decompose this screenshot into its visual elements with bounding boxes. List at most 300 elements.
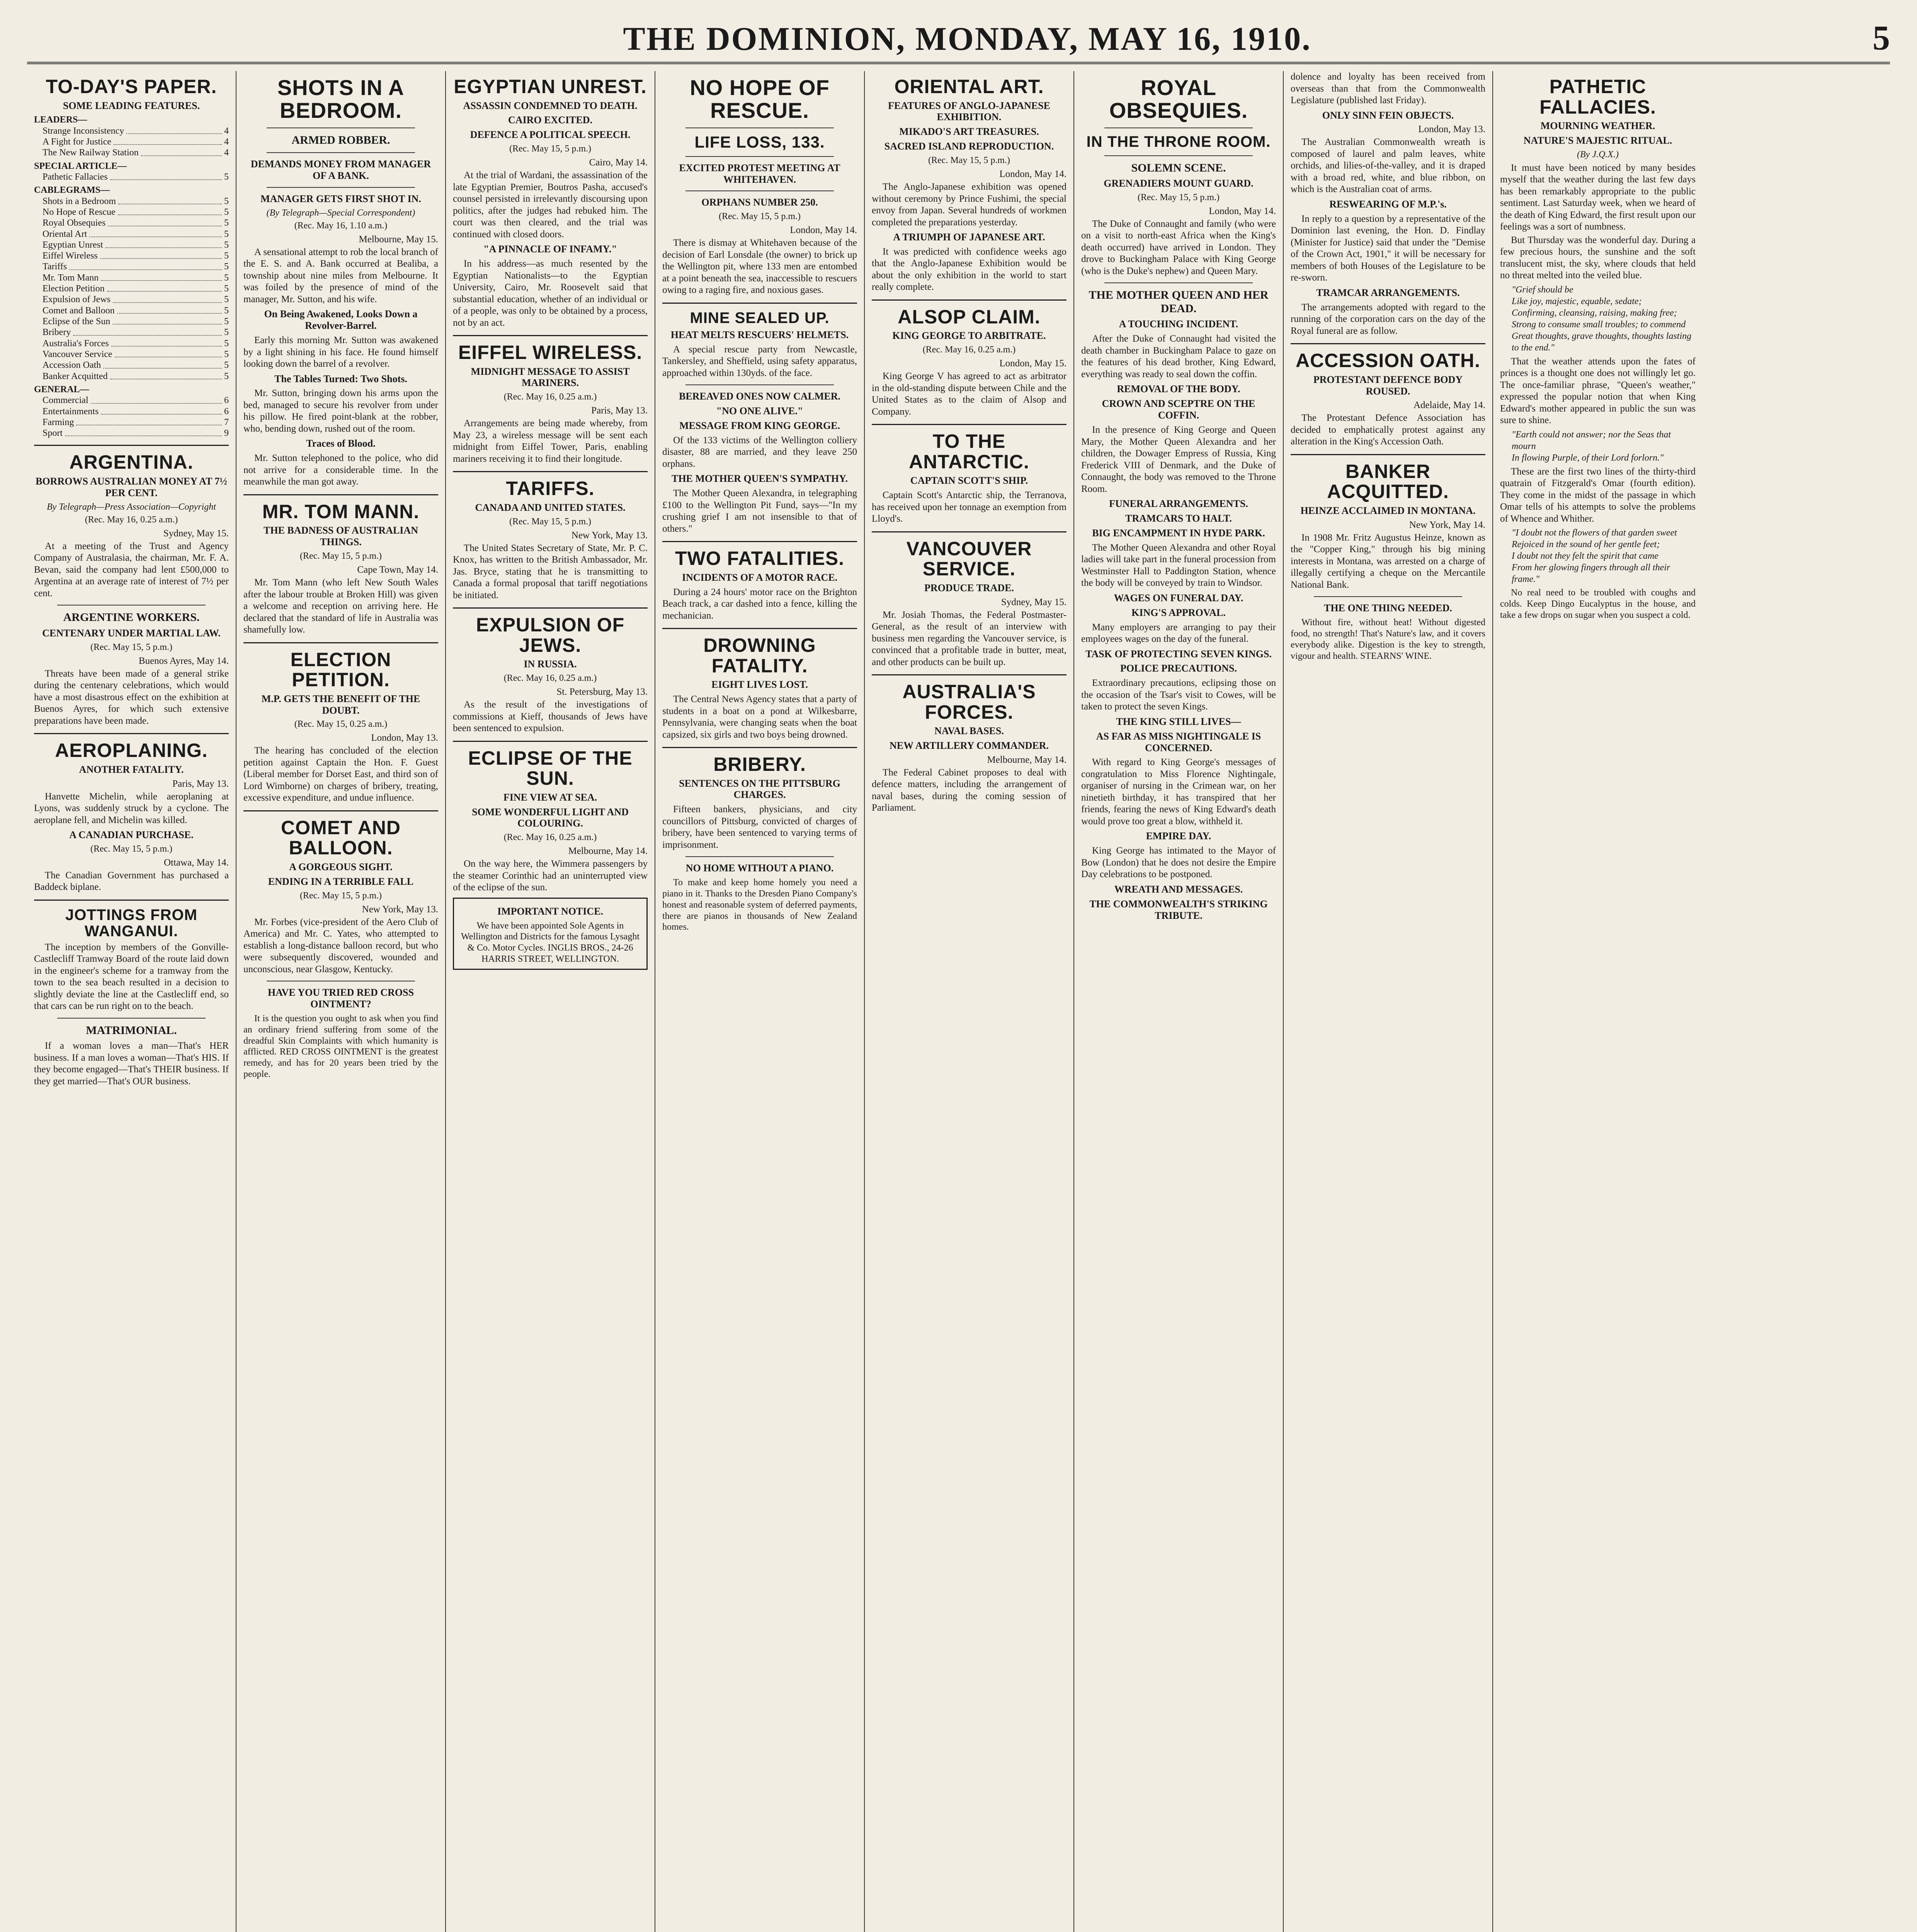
article-paragraph: At the trial of Wardani, the assassination of the late Egyptian Premier, Boutros Pasha, accused's counsel persisted in irrelevantly discoursing upon politics, after the judges had rebuked him. The court was then cleared, and the trial was continued with closed doors. (453, 170, 648, 240)
fatalities-heading: TWO FATALITIES. (675, 548, 845, 570)
aeroplaning-heading: AEROPLANING. (55, 740, 208, 762)
index-entry-page: 5 (224, 240, 229, 250)
index-entry[interactable] (34, 207, 229, 218)
egypt-subheading: DEFENCE A POLITICAL SPEECH. (470, 129, 631, 141)
obsequies-heading: ROYAL OBSEQUIES. (1109, 75, 1248, 122)
poem-line: Great thoughts, grave thoughts, thoughts lasting to the end." (1512, 331, 1692, 353)
matrimonial-text: If a woman loves a man—That's HER business. If a man loves a woman—That's HIS. If they become engaged—That's THEIR business. If they get married—That's OUR business. (34, 1041, 229, 1087)
mother-queen-subheading: A TOUCHING INCIDENT. (1119, 318, 1238, 330)
argentina-heading: ARGENTINA. (69, 451, 194, 473)
received-time: (Rec. May 15, 5 p.m.) (509, 144, 591, 154)
dateline-place: Paris, May 13. (591, 405, 648, 416)
index-entry-page: 5 (224, 196, 229, 206)
received-time: (Rec. May 15, 5 p.m.) (719, 211, 801, 222)
rescue-text: There is dismay at Whitehaven because of the decision of Earl Lonsdale (the owner) to brick up the Wellington pit, where 133 men are entombed at a point beneath the sea, inaccessible to rescuers owing to a raging fire, and noxious gases. (662, 238, 857, 296)
dateline-place: Melbourne, May 14. (568, 846, 648, 857)
drowning-heading: DROWNING FATALITY. (703, 634, 816, 677)
index-entry-label: Expulsion of Jews (43, 294, 111, 305)
accession-text: The Protestant Defence Association has decided to emphatically protest against any alteration in the King's Accession Oath. (1291, 413, 1485, 447)
kings-text: Extraordinary precautions, eclipsing those on the occasion of the Tsar's visit to Cowes, will be taken to protect the seven Kings. (1081, 678, 1276, 712)
fallacies-subheading: MOURNING WEATHER. (1540, 120, 1655, 131)
index-entry-page: 5 (224, 316, 229, 327)
bereaved-subheading: "NO ONE ALIVE." (716, 405, 803, 417)
dateline-place: Adelaide, May 14. (1413, 400, 1485, 411)
leader-dots (103, 360, 222, 368)
index-entry[interactable] (34, 360, 229, 371)
divider (267, 152, 415, 153)
drowning-subheading: EIGHT LIVES LOST. (711, 679, 808, 690)
notice-text: We have been appointed Sole Agents in Wellington and Districts for the famous Lysaght & Co. Motor Cycles. INGLIS BROS., 24-26 HARRIS STREET, WELLINGTON. (461, 920, 640, 964)
workers-text: Threats have been made of a general strike during the centenary celebrations, which would have a most disastrous effect on the exhibition at Buenos Ayres, for which such extensive preparations have been made. (34, 668, 229, 726)
index-entry[interactable] (34, 417, 229, 428)
index-entry-label: Farming (43, 417, 74, 427)
argentina-text: At a meeting of the Trust and Agency Company of Australasia, the chairman, Mr. F. A. Bevan, said the company had lent £500,000 to Argentina at an average rate of interest of 7½ per cent. (34, 541, 229, 599)
funeral-subheading: TRAMCARS TO HALT. (1125, 512, 1232, 524)
index-entry[interactable] (34, 136, 229, 147)
index-entry-page: 6 (224, 395, 229, 406)
poem-line: Confirming, cleansing, raising, making free; (1512, 308, 1677, 318)
divider (243, 494, 438, 495)
received-time: (Rec. May 15, 5 p.m.) (300, 890, 382, 901)
section-subheading: "A PINNACLE OF INFAMY." (483, 243, 617, 255)
received-time: (Rec. May 15, 5 p.m.) (928, 155, 1010, 166)
index-entry-page: 5 (224, 338, 229, 349)
index-entry[interactable] (34, 272, 229, 283)
divider (662, 628, 857, 629)
index-entry-label: Sport (43, 428, 63, 439)
jews-text: As the result of the investigations of commissions at Kieff, thousands of Jews have been sentenced to expulsion. (453, 699, 648, 734)
divider (243, 642, 438, 643)
mother-queen-text: After the Duke of Connaught had visited the death chamber in Buckingham Palace to gaze on the features of his dead brother, King Edward, everything was ready to seal down the coffin. (1081, 333, 1276, 379)
bereaved-subheading: MESSAGE FROM KING GEORGE. (679, 420, 840, 432)
section-subheading: Traces of Blood. (306, 438, 376, 449)
divider (685, 384, 834, 385)
tariffs-heading: TARIFFS. (506, 478, 595, 500)
wreath-subheading: WREATH AND MESSAGES. (1114, 883, 1243, 895)
reswearing-text: In reply to a question by a representative of the Dominion last evening, the Hon. D. Findlay (Minister for Justice) said that under the "Demise of the Crown Act, 1901," it will be necessary for members of both Houses of the Legislature to be re-sworn. (1291, 213, 1485, 283)
received-time: (Rec. May 16, 0.25 a.m.) (85, 514, 178, 525)
index-entry[interactable] (34, 196, 229, 207)
index-subheading: SOME LEADING FEATURES. (63, 100, 200, 111)
workers-heading: ARGENTINE WORKERS. (63, 611, 200, 624)
vancouver-text: Mr. Josiah Thomas, the Federal Postmaster-General, as the result of an interview with business men regarding the Vancouver service, is convinced that a profitable trade in butter, meat, and other products can be built up. (872, 609, 1067, 667)
index-entry-label: Comet and Balloon (43, 305, 115, 316)
index-entry-page: 5 (224, 327, 229, 338)
divider (872, 299, 1067, 301)
leader-dots (101, 406, 222, 415)
leader-dots (69, 261, 222, 270)
bereaved-subheading: BEREAVED ONES NOW CALMER. (679, 391, 840, 402)
index-section: SPECIAL ARTICLE— (34, 161, 127, 171)
eiffel-heading: EIFFEL WIRELESS. (458, 342, 643, 364)
index-entry-label: Entertainments (43, 406, 99, 417)
index-entry-label: Eclipse of the Sun (43, 316, 111, 327)
index-entry-page: 5 (224, 218, 229, 228)
article-paragraph: In his address—as much resented by the Egyptian Nationalists—to the Egyptian University, Cairo, Mr. Roosevelt said that substantial education, whether of an individual or of a people, was only to be obtained by a process, not by an act. (453, 259, 648, 328)
divider (685, 190, 834, 191)
oriental-subheading: MIKADO'S ART TREASURES. (899, 126, 1039, 138)
bereaved-text: Of the 133 victims of the Wellington colliery disaster, 88 are married, and they leave 250 orphans. (662, 435, 857, 469)
index-entry-label: Egyptian Unrest (43, 240, 103, 250)
eclipse-text: On the way here, the Wimmera passengers by the steamer Corinthic had an uninterrupted view of the eclipse of the sun. (453, 859, 648, 893)
index-entry-label: Royal Obsequies (43, 218, 106, 228)
eclipse-heading: ECLIPSE OF THE SUN. (468, 747, 633, 789)
index-section: GENERAL— (34, 384, 89, 395)
poem-line: I doubt not they felt the spirit that came (1512, 551, 1658, 561)
dateline-place: London, May 14. (790, 225, 857, 236)
claim-heading: ALSOP CLAIM. (898, 306, 1041, 328)
tom-mann-text: Mr. Tom Mann (who left New South Wales after the labour trouble at Broken Hill) was given a welcome and reception on arriving here. He declared that the standard of life in Australia was shamefully low. (243, 577, 438, 635)
divider (34, 445, 229, 446)
divider (34, 733, 229, 734)
leader-dots (126, 126, 222, 134)
removal-subheading: REMOVAL OF THE BODY. (1117, 383, 1240, 395)
argentina-subheading: BORROWS AUSTRALIAN MONEY AT 7½ PER CENT. (36, 475, 227, 498)
aeroplaning-text: Hanvette Michelin, while aeroplaning at Lyons, was suddenly struck by a cyclone. The aeroplane fell, and Michelin was killed. (34, 791, 229, 825)
sympathy-subheading: THE MOTHER QUEEN'S SYMPATHY. (671, 473, 848, 485)
forces-text: The Federal Cabinet proposes to deal with defence matters, including the arrangement of naval bases, during the coming session of Parliament. (872, 767, 1067, 813)
divider (1104, 282, 1253, 283)
index-heading: TO-DAY'S PAPER. (46, 76, 217, 97)
divider (872, 424, 1067, 425)
index-entry-page: 5 (224, 349, 229, 359)
index-entry[interactable] (34, 349, 229, 360)
index-entry-page: 4 (224, 137, 229, 147)
index-entry[interactable] (34, 147, 229, 158)
leader-dots (141, 147, 222, 156)
index-entry[interactable] (34, 172, 229, 182)
funeral-subheading: BIG ENCAMPMENT IN HYDE PARK. (1092, 527, 1265, 539)
tariffs-subheading: CANADA AND UNITED STATES. (475, 502, 626, 513)
index-entry[interactable] (34, 250, 229, 261)
dateline-place: Buenos Ayres, May 14. (138, 655, 229, 666)
article-paragraph: These are the first two lines of the thirty-third quatrain of Fitzgerald's Omar (fourth edition). They come in the midst of the passage in which Omar tells of his attempts to solve the problems of Whence and Whither. (1500, 466, 1696, 524)
drowning-text: The Central News Agency states that a party of students in a boat on a pond at Wilkesbarre, Pennsylvania, were changing seats when the boat capsized, six girls and two boys being drowned. (662, 694, 857, 740)
tram-text: The arrangements adopted with regard to the running of the corporation cars on the day of the Royal funeral are as follow. (1291, 302, 1485, 336)
wages-subheading: WAGES ON FUNERAL DAY. (1114, 592, 1243, 604)
divider (267, 187, 415, 188)
index-section: LEADERS— (34, 115, 87, 125)
fatalities-subheading: INCIDENTS OF A MOTOR RACE. (682, 571, 838, 583)
article-paragraph: Mr. Sutton, bringing down his arms upon the bed, managed to secure his revolver from under his pillow. He fired point-blank at the robber, who, bending down, rushed out of the room. (243, 388, 438, 434)
received-time: (Rec. May 16, 0.25 a.m.) (503, 392, 597, 402)
leader-dots (118, 196, 222, 204)
kings-subheading: TASK OF PROTECTING SEVEN KINGS. (1085, 648, 1272, 660)
bedroom-subheading: DEMANDS MONEY FROM MANAGER OF A BANK. (250, 158, 431, 181)
leader-dots (110, 172, 222, 180)
leader-dots (117, 305, 222, 314)
eclipse-subheading: FINE VIEW AT SEA. (503, 791, 597, 803)
piano-text: To make and keep home homely you need a piano in it. Thanks to the Dresden Piano Company's honest and reasonable system of deferred payments, there are pianos in thousands of New Zealand homes. (662, 878, 857, 932)
index-entry-page: 5 (224, 371, 229, 381)
dateline-place: London, May 15. (999, 358, 1067, 369)
divider (685, 856, 834, 857)
fatalities-text: During a 24 hours' motor race on the Brighton Beach track, a car dashed into a fence, killing the mechanician. (662, 587, 857, 621)
index-entry-label: No Hope of Rescue (43, 207, 116, 217)
obsequies-subheading: GRENADIERS MOUNT GUARD. (1104, 178, 1254, 189)
accession-subheading: PROTESTANT DEFENCE BODY ROUSED. (1313, 374, 1463, 397)
dateline-place: Melbourne, May 14. (987, 754, 1067, 765)
index-section: CABLEGRAMS— (34, 185, 110, 196)
banker-text: In 1908 Mr. Fritz Augustus Heinze, known as the "Copper King," through his big mining interests in Montana, was arrested on a charge of illegally certifying a cheque on the Mercantile National Bank. (1291, 532, 1485, 590)
index-entry-page: 5 (224, 207, 229, 217)
claim-text: King George V has agreed to act as arbitrator in the old-standing dispute between Chile and the United States as to the claim of Alsop and Company. (872, 371, 1067, 417)
antarctic-heading: TO THE ANTARCTIC. (909, 430, 1029, 473)
index-entry-label: Election Petition (43, 284, 105, 294)
divider (1314, 596, 1462, 597)
article-paragraph: Early this morning Mr. Sutton was awakened by a light shining in his face. He found himself looking down the barrel of a revolver. (243, 335, 438, 369)
index-entry[interactable] (34, 229, 229, 240)
received-time: (Rec. May 15, 0.25 a.m.) (294, 719, 388, 730)
election-text: The hearing has concluded of the election petition against Captain the Hon. F. Guest (Liberal member for Dorset East, and third son of Lord Wimborne) on charges of bribery, treating, excessive expenditure, and undue influence. (243, 745, 438, 803)
index-entry[interactable] (34, 371, 229, 382)
purchase-subheading: A CANADIAN PURCHASE. (69, 829, 194, 841)
wages-subheading: KING'S APPROVAL. (1131, 607, 1226, 618)
index-entry-page: 6 (224, 406, 229, 417)
antarctic-subheading: CAPTAIN SCOTT'S SHIP. (910, 475, 1028, 486)
advert-text: It is the question you ought to ask when you find an ordinary friend suffering from some of the dreadful Skin Complaints with which humanity is afflicted. RED CROSS OINTMENT is the greatest remedy, and has for 20 years been tried by the people. (243, 1013, 438, 1079)
leader-dots (91, 395, 222, 403)
received-time: (Rec. May 15, 5 p.m.) (90, 642, 172, 652)
poem-line: From her glowing fingers through all their frame." (1512, 563, 1670, 585)
tariffs-text: The United States Secretary of State, Mr. P. C. Knox, has written to the British Ambassador, Mr. Jas. Bryce, stating that he is transmitting to Canada a formal proposal that tariff negotiations be initiated. (453, 543, 648, 600)
masthead (27, 15, 1890, 64)
notice-box (453, 898, 648, 970)
dateline-place: London, May 14. (999, 169, 1067, 180)
index-entry[interactable] (34, 428, 229, 439)
divider (662, 303, 857, 304)
dateline-place: Sydney, May 15. (163, 528, 229, 539)
still-lives-text: With regard to King George's messages of congratulation to Miss Florence Nightingale, organiser of nursing in the Crimean war, on her ninetieth birthday, it has transpired that her friends, fearing the news of King Edward's death would prove too great a blow, withheld it. (1081, 757, 1276, 827)
sinn-fein-subheading: ONLY SINN FEIN OBJECTS. (1322, 109, 1454, 121)
bedroom-subheading: ARMED ROBBER. (291, 133, 390, 146)
dateline-place: New York, May 13. (571, 530, 648, 541)
poem-quote (1500, 429, 1696, 464)
article-paragraph: A sensational attempt to rob the local branch of the E. S. and A. Bank occurred at Bealiba, a township about nine miles from Melbourne. It was foiled by the presence of mind of the manager, Mr. Sutton, and his wife. (243, 247, 438, 304)
one-thing-subheading: THE ONE THING NEEDED. (1324, 602, 1452, 614)
mother-queen-heading: THE MOTHER QUEEN AND HER DEAD. (1089, 289, 1269, 315)
column-8 (1493, 71, 1703, 1932)
eiffel-text: Arrangements are being made whereby, from May 23, a wireless message will be sent each midnight from Eiffel Tower, Paris, enabling mariners receiving it to find their longitude. (453, 418, 648, 464)
poem-quote (1500, 527, 1696, 585)
continued-text: dolence and loyalty has been received from overseas than that from the Commonwealth Legislature (published last Friday). (1291, 71, 1485, 105)
divider (243, 810, 438, 811)
wages-text: Many employers are arranging to pay their employees wages on the day of the funeral. (1081, 622, 1276, 644)
index-entry[interactable] (34, 240, 229, 250)
index-entry-label: Commercial (43, 395, 88, 406)
leader-dots (89, 229, 222, 237)
oriental-subheading: SACRED ISLAND REPRODUCTION. (884, 141, 1054, 152)
poem-line: Strong to consume small troubles; to commend (1512, 319, 1686, 330)
obsequies-text: The Duke of Connaught and family (who were on a visit to north-east Africa when the King's death occurred) have arrived in London. They drove to Buckingham Palace with King George (who is the Duke's nephew) and Queen Mary. (1081, 218, 1276, 276)
election-heading: ELECTION PETITION. (290, 648, 391, 691)
leader-dots (105, 240, 222, 248)
jews-heading: EXPULSION OF JEWS. (476, 614, 625, 656)
leader-dots (110, 371, 222, 379)
obsequies-subheading: IN THE THRONE ROOM. (1086, 133, 1271, 150)
article-paragraph: Mr. Sutton telephoned to the police, who did not arrive for a considerable time. In the meanwhile the man got away. (243, 453, 438, 487)
index-entry[interactable] (34, 218, 229, 228)
leader-dots (107, 283, 222, 292)
index-entry-page: 5 (224, 251, 229, 261)
purchase-text: The Canadian Government has purchased a Baddeck biplane. (34, 870, 229, 893)
index-entry[interactable] (34, 327, 229, 338)
divider (453, 607, 648, 609)
removal-subheading: CROWN AND SCEPTRE ON THE COFFIN. (1102, 398, 1255, 421)
column-5 (865, 71, 1074, 1932)
leader-dots (108, 218, 222, 226)
leader-dots (115, 349, 222, 357)
tom-mann-subheading: THE BADNESS OF AUSTRALIAN THINGS. (264, 525, 418, 548)
index-entry-label: Banker Acquitted (43, 371, 108, 381)
mine-subheading: HEAT MELTS RESCUERS' HELMETS. (670, 329, 849, 340)
index-entry[interactable] (34, 338, 229, 349)
index-entry-label: Oriental Art (43, 229, 87, 239)
dateline-place: Melbourne, May 15. (359, 234, 438, 245)
index-entry-page: 4 (224, 148, 229, 158)
column-7 (1284, 71, 1493, 1932)
dateline-place: London, May 14. (1209, 206, 1276, 216)
received-time: (Rec. May 15, 5 p.m.) (300, 551, 382, 561)
index-entry[interactable] (34, 305, 229, 316)
section-subheading: The Tables Turned: Two Shots. (274, 373, 407, 384)
index-entry-page: 5 (224, 284, 229, 294)
comet-subheading: A GORGEOUS SIGHT. (289, 861, 393, 872)
article-paragraph: It must have been noticed by many besides myself that the weather during the last few days has been remarkably appropriate to the public sentiment. Last Saturday week, when we heard of the death of King Edward, the first result upon our feelings was a sort of numbness. (1500, 162, 1696, 232)
rescue-subheading: ORPHANS NUMBER 250. (701, 197, 818, 208)
poem-line: Rejoiced in the sound of her gentle feet; (1512, 539, 1660, 550)
workers-subheading: CENTENARY UNDER MARTIAL LAW. (42, 627, 221, 639)
poem-line: "I doubt not the flowers of that garden sweet (1512, 528, 1677, 538)
divider (662, 541, 857, 542)
obsequies-subheading: SOLEMN SCENE. (1131, 161, 1226, 174)
jottings-heading: JOTTINGS FROM WANGANUI. (65, 906, 197, 940)
index-entry[interactable] (34, 316, 229, 327)
index-entry-label: Pathetic Fallacies (43, 172, 108, 182)
index-entry-label: Tariffs (43, 262, 67, 272)
eclipse-subheading: SOME WONDERFUL LIGHT AND COLOURING. (472, 806, 629, 829)
index-entry[interactable] (34, 283, 229, 294)
index-entry[interactable] (34, 126, 229, 136)
divider (685, 156, 834, 157)
antarctic-text: Captain Scott's Antarctic ship, the Terranova, has received upon her tonnage an exemption from Lloyd's. (872, 490, 1067, 524)
column-1 (27, 71, 236, 1932)
index-entry[interactable] (34, 294, 229, 305)
tram-subheading: TRAMCAR ARRANGEMENTS. (1316, 287, 1460, 298)
wreath-subheading: THE COMMONWEALTH'S STRIKING TRIBUTE. (1089, 898, 1268, 921)
index-entry-page: 5 (224, 229, 229, 239)
column-2 (236, 71, 446, 1932)
triumph-text: It was predicted with confidence weeks ago that the Anglo-Japanese Exhibition would be about the only exhibition in the world to start really complete. (872, 246, 1067, 293)
received-time: (Rec. May 16, 0.25 a.m.) (503, 832, 597, 843)
dateline-place: Sydney, May 15. (1001, 597, 1067, 607)
bedroom-heading: SHOTS IN A BEDROOM. (277, 75, 405, 122)
columns (27, 71, 1890, 1932)
bribery-subheading: SENTENCES ON THE PITTSBURG CHARGES. (679, 777, 840, 801)
leader-dots (101, 272, 222, 281)
byline: (By Telegraph—Special Correspondent) (266, 207, 415, 218)
index-entry-label: Strange Inconsistency (43, 126, 124, 136)
egypt-heading: EGYPTIAN UNREST. (454, 76, 647, 97)
index-entry-label: A Fight for Justice (43, 137, 111, 147)
bribery-heading: BRIBERY. (713, 753, 806, 776)
empire-text: King George has intimated to the Mayor of Bow (London) that he does not desire the Empire Day celebrations to be postponed. (1081, 845, 1276, 880)
received-time: (Rec. May 15, 5 p.m.) (509, 516, 591, 527)
leader-dots (65, 428, 222, 436)
accession-heading: ACCESSION OATH. (1296, 350, 1480, 372)
election-subheading: M.P. GETS THE BENEFIT OF THE DOUBT. (261, 693, 420, 716)
sympathy-text: The Mother Queen Alexandra, in telegraphing £100 to the Wellington Pit Fund, says—"In my crushing grief I am not insensible to that of others." (662, 488, 857, 534)
funeral-subheading: FUNERAL ARRANGEMENTS. (1109, 498, 1248, 510)
article-paragraph: But Thursday was the wonderful day. During a few precious hours, the sunshine and the soft translucent mist, the sky, where clouds that held no threat melted into the veiled blue. (1500, 235, 1696, 281)
oriental-text: The Anglo-Japanese exhibition was opened without ceremony by Prince Fushimi, the special envoy from Japan. Several hundreds of workmen completed the preparations yesterday. (872, 182, 1067, 228)
still-lives-subheading: AS FAR AS MISS NIGHTINGALE IS CONCERNED. (1096, 730, 1261, 753)
index-entry-label: Mr. Tom Mann (43, 272, 99, 283)
index-entry-page: 5 (224, 272, 229, 283)
index-entry-page: 5 (224, 172, 229, 182)
index-entry-page: 5 (224, 262, 229, 272)
dateline-place: Paris, May 13. (172, 778, 229, 789)
aeroplaning-subheading: ANOTHER FATALITY. (79, 764, 184, 775)
index-entry-label: The New Railway Station (43, 148, 139, 158)
oriental-heading: ORIENTAL ART. (894, 76, 1044, 97)
leader-dots (76, 417, 222, 425)
empire-subheading: EMPIRE DAY. (1146, 830, 1211, 842)
poem-line: "Grief should be (1512, 284, 1573, 295)
divider (453, 335, 648, 336)
poem-line: Like joy, majestic, equable, sedate; (1512, 296, 1642, 306)
notice-heading: IMPORTANT NOTICE. (497, 905, 604, 917)
column-3 (446, 71, 655, 1932)
index-entry[interactable] (34, 395, 229, 406)
article-paragraph: That the weather attends upon the fates of princes is a thought one does not willingly let go. The once-familiar phrase, "Queen's weather," expressed the popular notion that when King Edward's mother appeared in public the sun was sure to shine. (1500, 356, 1696, 426)
dateline-place: London, May 13. (1418, 124, 1485, 135)
index-entry-label: Accession Oath (43, 360, 101, 371)
leader-dots (118, 207, 222, 215)
index-entry-label: Australia's Forces (43, 338, 109, 349)
dateline-place: Cape Town, May 14. (357, 565, 438, 575)
vancouver-heading: VANCOUVER SERVICE. (906, 537, 1032, 580)
piano-subheading: NO HOME WITHOUT A PIANO. (685, 862, 834, 874)
index-entry[interactable] (34, 261, 229, 272)
index-entry-label: Vancouver Service (43, 349, 112, 359)
poem-line: "Earth could not answer; nor the Seas that mourn (1512, 429, 1671, 451)
oriental-subheading: FEATURES OF ANGLO-JAPANESE EXHIBITION. (888, 100, 1050, 123)
egypt-subheading: CAIRO EXCITED. (508, 114, 593, 126)
banker-subheading: HEINZE ACCLAIMED IN MONTANA. (1300, 505, 1476, 516)
comet-text: Mr. Forbes (vice-president of the Aero Club of America) and Mr. C. Yates, who attempted to establish a long-distance balloon record, but who were subsequently discovered, wounded and unconscious, near Glasgow, Kentucky. (243, 917, 438, 975)
advert-text: No real need to be troubled with coughs and colds. Keep Dingo Eucalyptus in the house, and take a few drops on sugar when you suspect a cold. (1500, 588, 1696, 620)
index-entry-page: 4 (224, 126, 229, 136)
fallacies-heading: PATHETIC FALLACIES. (1539, 76, 1656, 118)
divider (1291, 343, 1485, 344)
divider (662, 747, 857, 748)
comet-subheading: ENDING IN A TERRIBLE FALL (268, 876, 414, 887)
leader-dots (73, 327, 222, 335)
still-lives-subheading: THE KING STILL LIVES— (1116, 716, 1241, 727)
divider (57, 1018, 206, 1019)
divider (872, 674, 1067, 675)
leader-dots (113, 294, 222, 303)
divider (872, 531, 1067, 532)
rescue-subheading: EXCITED PROTEST MEETING AT WHITEHAVEN. (679, 162, 840, 185)
matrimonial-heading: MATRIMONIAL. (86, 1024, 177, 1037)
column-4 (655, 71, 865, 1932)
sinn-fein-text: The Australian Commonwealth wreath is composed of laurel and palm leaves, white orchids, and lilies-of-the-valley, and it is draped with a broad red, white, and blue ribbon, on which is the Australian coat of arms. (1291, 137, 1485, 195)
reswearing-subheading: RESWEARING OF M.P.'s. (1329, 198, 1447, 210)
index-entry[interactable] (34, 406, 229, 417)
vancouver-subheading: PRODUCE TRADE. (924, 582, 1014, 594)
